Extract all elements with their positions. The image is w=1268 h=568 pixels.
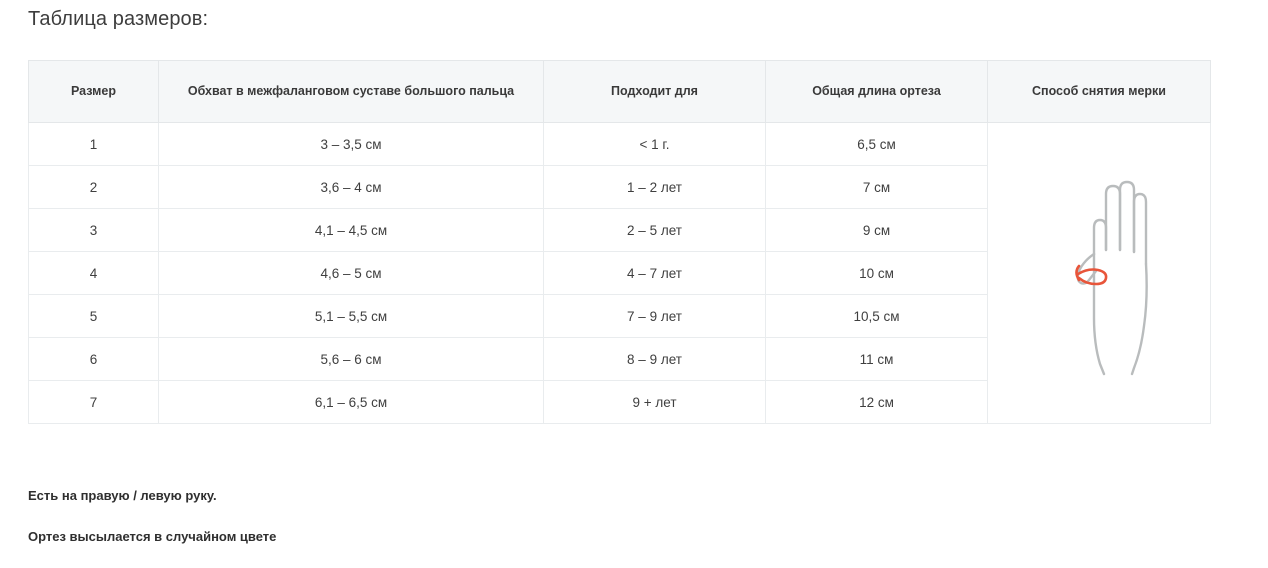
column-header-length: Общая длина ортеза <box>766 61 988 123</box>
cell-length: 6,5 см <box>766 123 988 166</box>
note-random-color: Ортез высылается в случайном цвете <box>28 529 277 544</box>
cell-fits: 1 – 2 лет <box>544 166 766 209</box>
cell-fits: 8 – 9 лет <box>544 338 766 381</box>
cell-fits: 7 – 9 лет <box>544 295 766 338</box>
cell-size: 3 <box>29 209 159 252</box>
cell-length: 12 см <box>766 381 988 424</box>
column-header-fits: Подходит для <box>544 61 766 123</box>
cell-girth: 4,1 – 4,5 см <box>159 209 544 252</box>
cell-length: 10 см <box>766 252 988 295</box>
cell-size: 2 <box>29 166 159 209</box>
cell-girth: 3 – 3,5 см <box>159 123 544 166</box>
cell-length: 10,5 см <box>766 295 988 338</box>
cell-size: 4 <box>29 252 159 295</box>
size-table-body <box>29 123 1211 424</box>
table-row <box>29 123 1211 166</box>
page-title: Таблица размеров: <box>28 8 209 30</box>
cell-fits: 9 + лет <box>544 381 766 424</box>
cell-measure-illustration <box>988 123 1211 424</box>
size-table-container <box>28 60 1210 424</box>
cell-length: 7 см <box>766 166 988 209</box>
cell-fits: 2 – 5 лет <box>544 209 766 252</box>
cell-length: 9 см <box>766 209 988 252</box>
size-table <box>28 60 1211 424</box>
cell-girth: 3,6 – 4 см <box>159 166 544 209</box>
size-table-header <box>29 61 1211 123</box>
note-hand-side: Есть на правую / левую руку. <box>28 488 217 503</box>
cell-length: 11 см <box>766 338 988 381</box>
hand-measure-icon <box>996 134 1219 412</box>
column-header-method: Способ снятия мерки <box>988 61 1211 123</box>
column-header-girth: Обхват в межфаланговом суставе большого пальца <box>159 61 544 123</box>
column-header-size: Размер <box>29 61 159 123</box>
table-header-row <box>29 61 1211 123</box>
cell-girth: 4,6 – 5 см <box>159 252 544 295</box>
cell-size: 1 <box>29 123 159 166</box>
cell-size: 6 <box>29 338 159 381</box>
cell-girth: 5,6 – 6 см <box>159 338 544 381</box>
cell-size: 7 <box>29 381 159 424</box>
cell-girth: 5,1 – 5,5 см <box>159 295 544 338</box>
cell-fits: < 1 г. <box>544 123 766 166</box>
cell-girth: 6,1 – 6,5 см <box>159 381 544 424</box>
cell-size: 5 <box>29 295 159 338</box>
cell-fits: 4 – 7 лет <box>544 252 766 295</box>
notes-section <box>28 488 276 544</box>
